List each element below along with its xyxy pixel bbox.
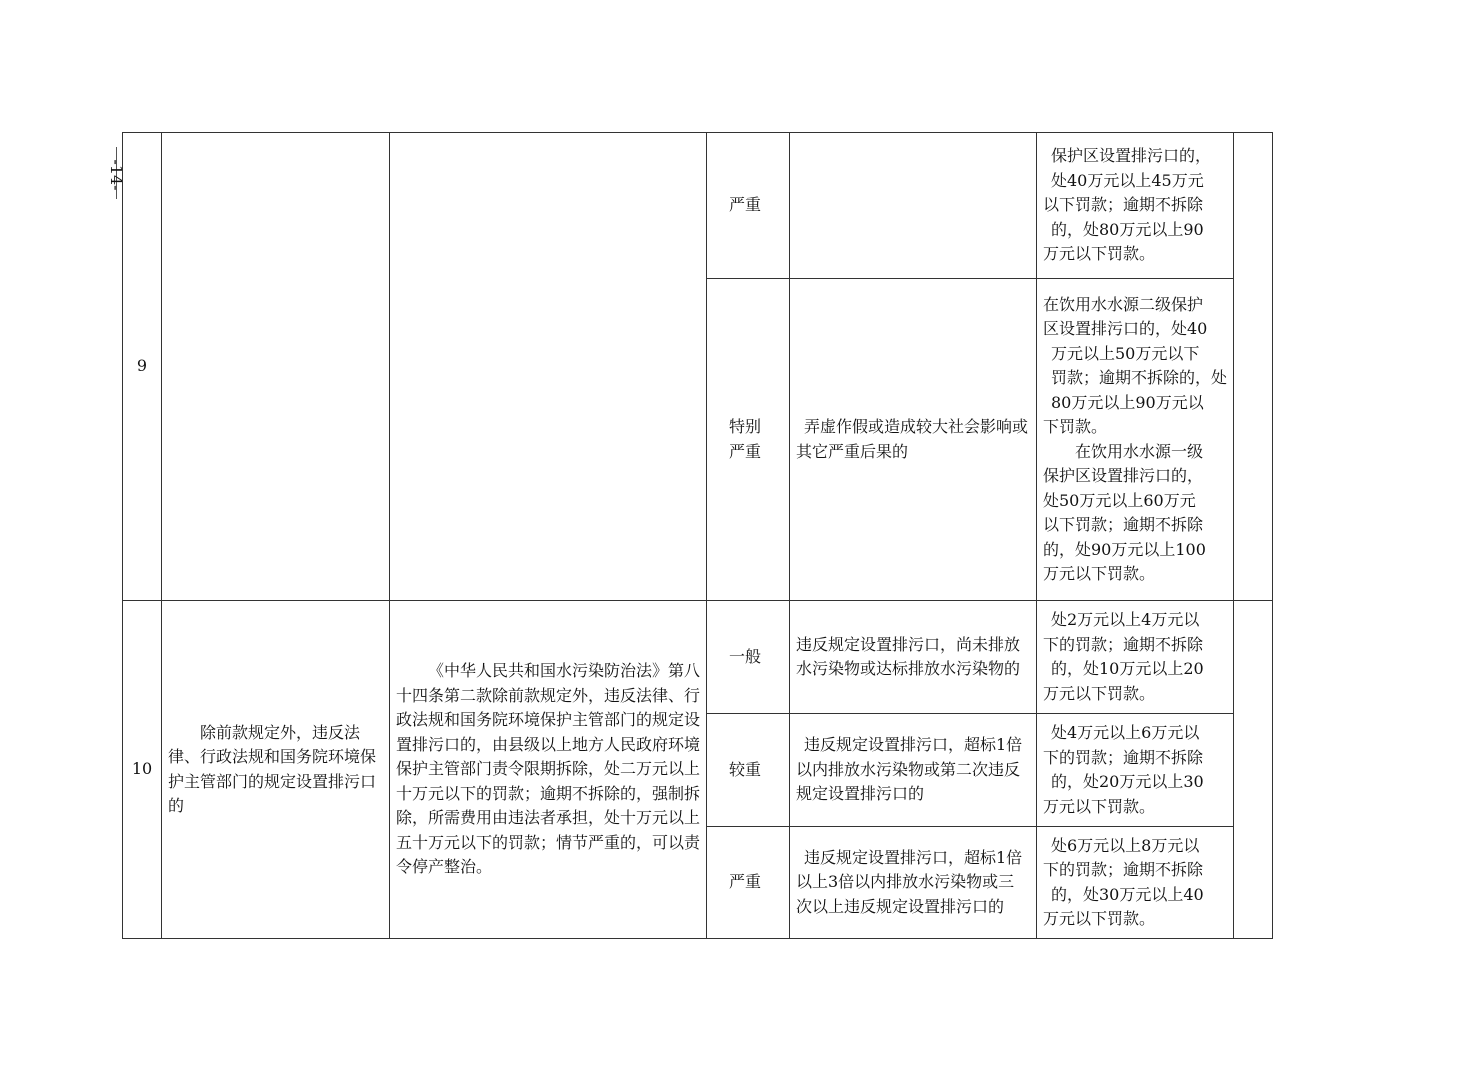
- circumstance-cell: 违反规定设置排污口，超标1倍以上3倍以内排放水污染物或三次以上违反规定设置排污口的: [790, 827, 1037, 939]
- remarks-cell: [1234, 601, 1273, 939]
- penalty-line: 处40万元以上45万元: [1051, 170, 1204, 190]
- penalty-line: 处6万元以上8万元以: [1051, 835, 1200, 855]
- legal-basis-cell: [390, 133, 707, 601]
- penalty-line: 在饮用水水源二级保护: [1043, 294, 1204, 314]
- penalty-line: 的，处20万元以上30: [1051, 772, 1204, 791]
- penalty-line: 处4万元以上6万元以: [1051, 723, 1200, 742]
- circumstance-cell: [790, 133, 1037, 279]
- penalty-cell: [1037, 133, 1234, 279]
- severity-level-line: 特别: [729, 417, 762, 436]
- legal-basis-cell: 《中华人民共和国水污染防治法》第八十四条第二款除前款规定外，违反法律、行政法规和国务院环境保护主管部门的规定设置排污口的，由县级以上地方人民政府环境保护主管部门责令限期拆除，处二万元以上十万元以下的罚款；逾期不拆除的，强制拆除，所需费用由违法者承担，处十万元以上五十万元以下的罚款；情节严重的，可以责令停产整治。: [390, 601, 707, 939]
- severity-level-line: 严重: [729, 441, 762, 461]
- penalty-line: 保护区设置排污口的，: [1043, 466, 1204, 485]
- penalty-line: 以下罚款；逾期不拆除: [1043, 195, 1204, 215]
- severity-level: 一般: [707, 601, 790, 714]
- remarks-cell: [1234, 133, 1273, 601]
- penalty-line: 区设置排污口的，处40: [1043, 319, 1208, 338]
- severity-level: [707, 279, 790, 601]
- violation-cell: [162, 133, 390, 601]
- circumstance-cell: 违反规定设置排污口，尚未排放水污染物或达标排放水污染物的: [790, 601, 1037, 714]
- penalty-line: 万元以下罚款。: [1043, 564, 1156, 583]
- row-number: 10: [123, 601, 162, 939]
- severity-level: 较重: [707, 714, 790, 827]
- penalty-line: 下罚款。: [1043, 417, 1108, 436]
- penalty-line: 万元以下罚款。: [1043, 683, 1156, 703]
- page-number: -14-: [107, 159, 126, 191]
- penalty-line: 的，处30万元以上40: [1051, 884, 1204, 904]
- table-row: [123, 601, 1273, 714]
- penalty-cell: [1037, 827, 1234, 939]
- penalty-line: 的，处80万元以上90: [1051, 219, 1204, 239]
- violation-cell: 除前款规定外，违反法律、行政法规和国务院环境保护主管部门的规定设置排污口的: [162, 601, 390, 939]
- penalty-line: 80万元以上90万元以: [1051, 392, 1204, 412]
- penalty-cell: [1037, 714, 1234, 827]
- penalty-table: [122, 132, 1273, 939]
- penalty-line: 万元以下罚款。: [1043, 244, 1156, 264]
- penalty-line: 万元以上50万元以下: [1051, 343, 1200, 363]
- penalty-line: 罚款；逾期不拆除的，处: [1051, 368, 1228, 387]
- table-row: [123, 133, 1273, 279]
- penalty-line: 在饮用水水源一级: [1075, 441, 1204, 461]
- severity-level: 严重: [707, 827, 790, 939]
- row-number: 9: [123, 133, 162, 601]
- penalty-line: 的，处90万元以上100: [1043, 539, 1206, 559]
- penalty-line: 处50万元以上60万元: [1043, 490, 1196, 510]
- circumstance-cell: 违反规定设置排污口，超标1倍以内排放水污染物或第二次违反规定设置排污口的: [790, 714, 1037, 827]
- penalty-line: 保护区设置排污口的，: [1051, 146, 1212, 166]
- penalty-line: 以下罚款；逾期不拆除: [1043, 515, 1204, 534]
- penalty-line: 的，处10万元以上20: [1051, 659, 1204, 678]
- penalty-cell: [1037, 279, 1234, 601]
- penalty-line: 处2万元以上4万元以: [1051, 610, 1200, 629]
- penalty-line: 万元以下罚款。: [1043, 796, 1156, 816]
- penalty-line: 下的罚款；逾期不拆除: [1043, 634, 1204, 654]
- penalty-cell: [1037, 601, 1234, 714]
- circumstance-cell: 弄虚作假或造成较大社会影响或其它严重后果的: [790, 279, 1037, 601]
- penalty-line: 下的罚款；逾期不拆除: [1043, 860, 1204, 879]
- penalty-line: 下的罚款；逾期不拆除: [1043, 747, 1204, 767]
- penalty-line: 万元以下罚款。: [1043, 909, 1156, 928]
- severity-level: 严重: [707, 133, 790, 279]
